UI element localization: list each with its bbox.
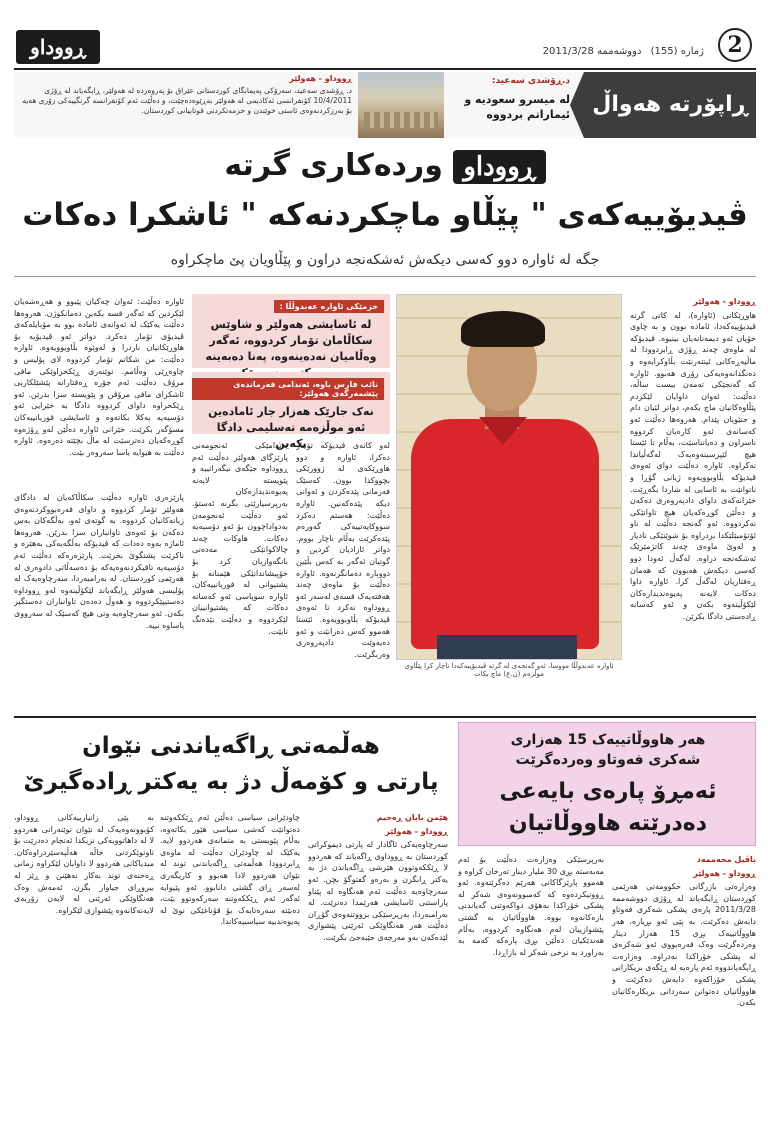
bottom-right-kicker <box>470 730 746 770</box>
issue-date: دووشەممە 2011/3/28 <box>542 46 642 57</box>
kicker-line: شەکری فەوتاو وەردەگرێت <box>515 752 701 768</box>
issue-info <box>537 46 704 57</box>
article-column-right <box>630 296 756 708</box>
headline-part1: وردەکاری گرتە <box>224 148 443 183</box>
teaser-byline: ڕووداو - هەولێر <box>289 74 352 83</box>
article-text: چاودێرانی سیاسی دەڵێن ئەم ڕێککەوتنە دەتوانێت کەشی سیاسی هێور بکاتەوە، بەڵام پێویستی بە متمانەی هەردوو لایە. یەکێک لە چاودێران دەڵێت لە ماوەی ڕابردوودا هەڵمەتی ڕاگەیاندنی توند لە نێوان هەردوو لادا هەبوو و کاریگەری لەسەر ڕای گشتی دانابوو. ئەو پێیوایە ئەگەر ئەم ڕێککەوتنە سەرکەوتوو بێت، دەبێتە سەرەتایەک بۆ قۆناغێکی نوێ لە پەیوەندییە سیاسییەکاندا. <box>160 813 300 927</box>
pullquote-label: نائب فارس باوە، ئەندامی فەرماندەی پێشمەرگەی هەولێر: <box>192 378 384 400</box>
article-text: سەرچاوەیەکی ئاگادار لە پارتی دیموکراتی کوردستان بە ڕووداوی ڕاگەیاند کە هەردوو لا ڕێککەوتوون هێرشی ڕاگەیاندن دژ بە یەکتر ڕابگرن و بەرەو گفتوگۆ بچن. ئەو سەرچاوەیە دەڵێت ئەم هەنگاوە لە پێناو پاراستنی ئاسایشی هەرێمدا دەنرێت. لە بەرامبەردا، بەرپرسێکی بزووتنەوەی گۆڕان دەڵێت هەر هەنگاوێکی ئەرێنی پێشوازی لێدەکەن بەو مەرجەی جێبەجێ بکرێت. <box>308 840 448 942</box>
teaser-headline: لە میسرو سعودیە و ئیماراتم بردووە <box>464 93 570 121</box>
kicker-line: هەر هاووڵاتییەک 15 هەزاری <box>510 732 706 748</box>
teaser-kicker: د.ڕۆشدی سەعید: <box>491 76 570 86</box>
page-number: 2 <box>718 28 752 62</box>
article-column-mid-right <box>296 440 390 708</box>
bottom-left-column-3 <box>14 812 154 1112</box>
bottom-right-column-1 <box>612 854 756 1112</box>
section-title: ڕاپۆرتە هەواڵ <box>584 72 756 138</box>
bottom-left-column-2 <box>160 812 300 1112</box>
article-byline: باڤیل محەممەد <box>696 855 756 864</box>
headline-line: پارتی و کۆمەڵ دژ بە یەکتر ڕادەگیرێ <box>23 769 439 795</box>
pullquote-label: خزمێکی ئاوارە عەبدوڵڵا : <box>274 300 385 313</box>
headline-logo: ڕووداو <box>453 150 545 184</box>
header-strip <box>14 72 756 138</box>
portrait-photo <box>396 294 622 660</box>
article-text: ئەندامێکی ئەنجومەنی پارێزگای هەولێر دەڵێت ئەم ڕووداوە جێگەی نیگەرانییە و پێویستە لایەنە پەیوەندیدارەکان بەرپرسیارێتی بگرنە ئەستۆ. ئەو دەڵێت ئەنجومەن بەدواداچوون بۆ ئەو دۆسیەیە دەکات. هاوکات چەند چالاکوانێکی مەدەنی بانگەوازیان کرد بۆ خۆپیشاندانێکی هێمنانە بۆ پشتیوانی لە قوربانییەکان. ئاوارە سوپاسی ئەو کەسانە دەکات کە پشتیوانییان لێکردووە و دەڵێت بێدەنگ نابێت. <box>192 441 288 636</box>
main-headline-line2: ڤیدیۆییەکەی " پێڵاو ماچکردنەکە " ئاشکرا دەکات <box>22 197 748 233</box>
article-column-left-bottom <box>14 492 184 708</box>
city-photo <box>358 72 444 138</box>
pullquote-1 <box>192 294 390 368</box>
photo-caption: ئاوارە عەبدوڵڵا مووسا، ئەو گەنجەی لە گرتە ڤیدیۆییەکەدا ناچار کرا پێڵاوی موڵزەم (ن.ع) ماچ بکات <box>404 662 614 678</box>
article-location: ڕووداو - هەولێر <box>385 826 448 836</box>
teaser-text: د. ڕۆشدی سەعید، سەرۆکی پەیمانگای کوردستانی عێراق بۆ پەروەردە لە هەولێر، ڕایگەیاند لە ڕۆژی 10/4/2011 کۆنفرانسی ئەکادیمی لە هەولێر بەڕێوەدەچێت، و دەڵێت ئەم کۆنفرانسە گرنگییەکی زۆری هەیە بۆ بەرزکردنەوەی ئاستی خوێندن و خزمەتکردنی قوتابیانی کوردستان. <box>22 86 352 115</box>
headline-line: هەڵمەتی ڕاگەیاندنی نێوان <box>82 733 380 759</box>
article-text: بەرپرسێکی وەزارەت دەڵێت بۆ ئەم مەبەستە بڕی 30 ملیار دینار تەرخان کراوە و هەموو پارێزگاکانی هەرێم دەگرێتەوە. ئەو ڕوونیکردەوە کە کەمبوونەوەی شەکر لە پشکی خۆراکدا بەهۆی دواکەوتنی گەیاندنی بارەکانەوە بووە. هاووڵاتیان بە گشتی پێشوازییان لەم هەنگاوە کردووە، بەڵام هەندێکیان دەڵێن بڕی پارەکە کەمە بە بەراورد بە نرخی شەکر لە بازاڕدا. <box>458 855 604 957</box>
pullquote-text: لە ئاسایشی هەولێر و شاوێس سکاڵامان تۆمار کردووە، ئەگەر وەڵامیان نەدەینەوە، پەنا دەبەینە <box>205 318 377 363</box>
pullquote-2 <box>192 372 390 450</box>
headline-line: ئەمڕۆ پارەی بایەعی <box>499 779 717 804</box>
article-text: ئاوارە دەڵێت: ئەوان چەکیان پێبوو و هەڕەشەیان لێکردین کە ئەگەر قسە بکەین دەمانکوژن. هەروەها دەڵێت یەکێک لە ئەوانەی ئامادە بوو بە مۆبایلەکەی ڤیدیۆی تۆمار دەکرد. دواتر ئەو ڤیدیۆیە بۆ هاوڕێکانیان ناردرا و لەوێوە بڵاوبوویەوە. ئاوارە دەڵێت: من شکاتم تۆمار کردووە لای پۆلیس و چاوەڕێی وەڵامم. نوێنەری ڕێکخراوێکی مافی مرۆڤ دەڵێت ئەم جۆرە ڕەفتارانە پێشێلکاریی ئاشکرای مافی مرۆڤن و پێویستە سزا بدرێن. ئەو ڕێکخراوە داوای کردووە دادگا بە خێرایی ئەو دۆسیەیە یەکلا بکاتەوە و ئاسایشی قوربانییەکان مسۆگەر بکرێت. خێزانی ئاوارە دەڵێن لەو ڕۆژەوە کوڕەکەیان دەترسێت لە ماڵ بچێتە دەرەوە. ئاوارە دەڵێت بە هیوایە یاسا سەروەر بێت. <box>14 297 184 457</box>
article-text: پارێزەری ئاوارە دەڵێت سکاڵاکەیان لە دادگای هەولێر تۆمار کردووە و داوای قەرەبووکردنەوەی زیانەکانیان کردووە. بە گوتەی ئەو، بەڵگەکان بەس دەکەن بۆ ئەوەی تاوانباران سزا بدرێن. هەروەها ئاماژە بەوە دەدات کە ڤیدیۆکە بەڵگەیەکی بەهێزە و ناکرێت پشتگوێ بخرێت. پارێزەرەکە دەڵێت ئەم دۆسیەیە تاقیکردنەوەیەکە بۆ دەسەڵاتی دادوەری لە هەرێمی کوردستان. لە بەرامبەردا، سەرچاوەیەک لە پۆلیسی هەولێر ڕایگەیاند لێکۆڵینەوە لەو ڕووداوە دەستیپێکردووە و هەوڵ دەدەن تاوانباران دەستگیر بکەن. ئەو سەرچاوەیە وتی هیچ کەسێک لە سەرووی یاساوە نییە. <box>14 493 184 630</box>
article-byline: ڕووداو - هەولێر <box>693 297 756 306</box>
article-column-mid-left <box>192 440 288 708</box>
top-bar <box>14 24 756 70</box>
main-headline-line1 <box>14 146 756 186</box>
article-text: وەزارەتی بازرگانی حکوومەتی هەرێمی کوردستان ڕایگەیاند لە ڕۆژی دووشەممە 2011/3/28 پارەی پشکی شەکری فەوتاو دابەش دەکرێت. بە پێی ئەو بڕیارە، هەر هاووڵاتییەک بڕی 15 هەزار دینار وەردەگرێت وەک قەرەبووی ئەو شەکرەی لە پشکی خۆراکدا نەدراوە. وەزارەت ڕایگەیاندووە ئەم پارەیە لە ڕێگەی بریکارانی پشکی خۆراکەوە دابەش دەکرێت و هاووڵاتیان دەتوانن سەردانی بریکارەکانیان بکەن. <box>612 882 756 1008</box>
article-text: هاوڕێکانی (ئاوارە)، لە کاتی گرتە ڤیدیۆییەکەدا، ئامادە بوون و بە چاوی خۆیان ئەو دیمەنانەیان بینیوە. ڤیدیۆکە لە ماوەی چەند ڕۆژی ڕابردوودا لە ماڵپەڕەکانی ئینتەرنێت بڵاوکرایەوە و دەنگدانەوەیەکی زۆری هەبوو. ئاوارە کە گەنجێکی تەمەن بیست ساڵە، دەڵێت: ئەوان داوایان لێکردم پێڵاوەکانیان ماچ بکەم، دواتر لێیان دام و جنێویان پێدام. هەروەها دەڵێت ئەو کەسانەی ئەو کارەیان کردووە ناسراون و دەیانناسێت، بەڵام تا ئێستا هیچ لێپرسینەوەیەک لەگەڵیاندا نەکراوە. ئاوارە دەڵێت دوای ئەوەی ڤیدیۆکە بڵاوبوویەوە ژیانی گۆڕا و ناتوانێت بە ئاسایی لە شاردا بگەڕێت. خێزانەکەی داوای دادپەروەری دەکەن و دەڵێن کوڕەکەیان هیچ تاوانێکی نەکردووە. ئەو گەنجە دەڵێت لە ناو ئۆتۆمبێلێکدا بردراوە بۆ شوێنێکی نادیار و لەوێ ماوەی چەند کاتژمێرێک ئەشکەنجە دراوە. لەگەڵ ئەودا دوو کەسی دیکەش هەبوون کە هەمان ڕەفتاریان لەگەڵ کرا. ئاوارە داوا دەکات لایەنە پەیوەندیدارەکان لێکۆڵینەوە بکەن و ئەو کەسانە ڕادەستی دادگا بکرێن. <box>630 310 756 622</box>
article-text: لەو کاتەی ڤیدیۆکە تۆمار دەکرا، ئاوارە و دوو هاوڕێکەی لە ژوورێکی بچووکدا بوون. کەسێک فەرمانی پێدەکردن و ئەوانی دیکە پێدەکەنین. ئاوارە دەڵێت: هەستم دەکرد سووکایەتییەکی گەورەم پێدەکرێت بەڵام ناچار بووم. دواتر ئازادیان کردین و گوتیان ئەگەر بە کەس بڵێین دووبارە دەمانگرنەوە. ئاوارە دەڵێت بۆ ماوەی چەند هەفتەیەک قسەی لەسەر ئەو ڕووداوە نەکرد تا ئەوەی ڤیدیۆکە بڵاوبوویەوە. ئێستا هەموو کەس دەزانێت و ئەو دەیەوێت دادپەروەری وەربگرێت. <box>296 441 390 659</box>
article-location: ڕووداو - هەولێر <box>693 868 756 878</box>
newspaper-logo: ڕووداو <box>16 30 100 64</box>
bottom-left-column-1 <box>308 812 448 1112</box>
article-text: بە پێی زانیارییەکانی ڕووداو، کۆبوونەوەیەک لە نێوان نوێنەرانی هەردوو لا لە داهاتوویەکی نزیکدا ئەنجام دەدرێت بۆ تاوتوێکردنی خاڵە هەڵپەسێردراوەکان. میدیاکانی هەردوو لا داوایان لێکراوە زمانی ڕەخنەی توند بەکار نەهێنن و ڕێز لە بیروڕای جیاواز بگرن. ئەمەش وەک هەنگاوێکی ئەرێنی لە لایەن زۆربەی لایەنەکانەوە پێشوازی لێکراوە. <box>14 813 154 915</box>
pullquote-text: نەک جارێک هەزار جار ئامادەین ئەو موڵزەمە تەسلیمی دادگا بکەین <box>208 405 374 450</box>
article-byline: هێمن بابان ڕەحیم <box>376 813 448 822</box>
subheadline: جگە لە ئاوارە دوو کەسی دیکەش ئەشکەنجە دراون و پێڵاویان پێ ماچکراوە <box>14 252 756 277</box>
section-divider <box>14 716 756 718</box>
headline-line: دەدرێتە هاووڵاتیان <box>508 811 708 836</box>
bottom-right-column-2 <box>458 854 604 1112</box>
bottom-left-headline <box>14 728 448 800</box>
issue-number: ژمارە (155) <box>650 46 704 57</box>
article-column-left-top <box>14 296 184 486</box>
bottom-right-headline <box>470 776 746 840</box>
